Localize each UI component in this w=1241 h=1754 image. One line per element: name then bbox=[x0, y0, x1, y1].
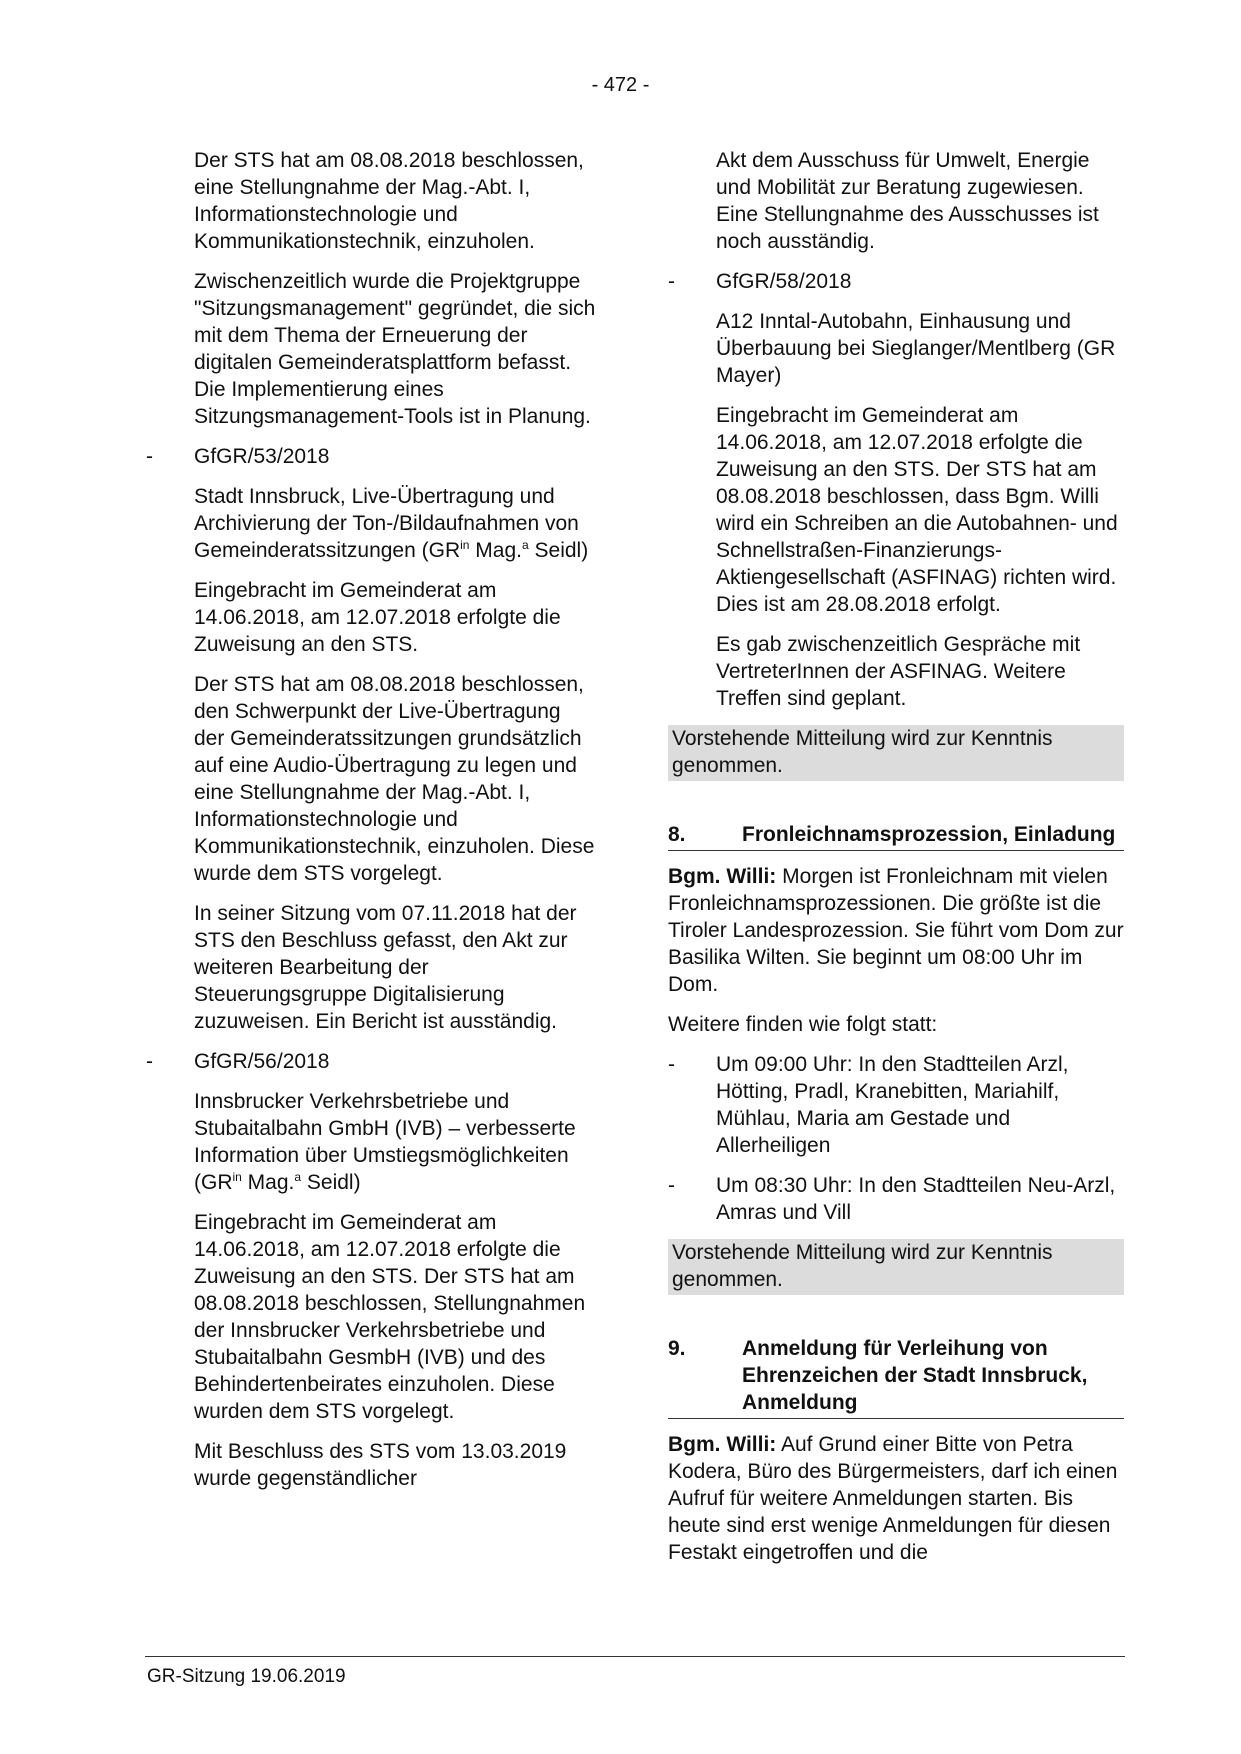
paragraph: Der STS hat am 08.08.2018 beschlossen, eine Stellungnahme der Mag.-Abt. I, Informationstechnologie und Kommunikationstechnik, einzuholen. bbox=[194, 149, 584, 253]
footer-divider bbox=[145, 1656, 1125, 1657]
list-dash: - bbox=[668, 270, 675, 293]
paragraph: Weitere finden wie folgt statt: bbox=[668, 1013, 938, 1036]
list-item bbox=[668, 1051, 1124, 1159]
section-heading bbox=[668, 821, 1124, 851]
list-dash: - bbox=[146, 1050, 153, 1073]
page-number: - 472 - bbox=[591, 74, 650, 96]
acknowledgement-note: Vorstehende Mitteilung wird zur Kenntnis genommen. bbox=[668, 725, 1124, 781]
item-title: A12 Inntal-Autobahn, Einhausung und Überbauung bei Sieglanger/Mentlberg (GR Mayer) bbox=[716, 310, 1116, 387]
list-item bbox=[668, 268, 1124, 295]
paragraph: Der STS hat am 08.08.2018 beschlossen, den Schwerpunkt der Live-Übertragung der Gemeinderatssitzungen grundsätzlich auf eine Audio-Übertragung zu legen und eine Stellungnahme der Mag.-Abt. I, Informationstechnologie und Kommunikationstechnik, einzuholen. Diese wurde dem STS vorgelegt. bbox=[194, 673, 595, 885]
item-title: Innsbrucker Verkehrsbetriebe und Stubaitalbahn GmbH (IVB) – verbesserte Information über Umstiegsmöglichkeiten ($GR^{in}$ Mag.$^a$ Seidl) bbox=[194, 1090, 576, 1194]
section-number: 9. bbox=[668, 1337, 686, 1360]
paragraph: Akt dem Ausschuss für Umwelt, Energie und Mobilität zur Beratung zugewiesen. Eine Stellungnahme des Ausschusses ist noch ausständig. bbox=[716, 149, 1099, 253]
section-heading bbox=[668, 1335, 1124, 1419]
acknowledgement-note: Vorstehende Mitteilung wird zur Kenntnis genommen. bbox=[668, 1239, 1124, 1295]
item-code: GfGR/56/2018 bbox=[194, 1050, 330, 1073]
paragraph: Mit Beschluss des STS vom 13.03.2019 wurde gegenständlicher bbox=[194, 1440, 567, 1490]
item-code: GfGR/58/2018 bbox=[716, 270, 852, 293]
list-item bbox=[146, 1048, 596, 1075]
item-title: Stadt Innsbruck, Live-Übertragung und Archivierung der Ton-/Bildaufnahmen von Gemeinderatssitzungen ($GR^{in}$ Mag.$^a$ Seidl) bbox=[194, 485, 589, 562]
list-item-text: Um 08:30 Uhr: In den Stadtteilen Neu-Arzl, Amras und Vill bbox=[716, 1174, 1116, 1224]
speech-paragraph: Bgm. Willi: Morgen ist Fronleichnam mit vielen Fronleichnamsprozessionen. Die größte ist die Tiroler Landesprozession. Sie führt vom Dom zur Basilika Wilten. Sie beginnt um 08:00 Uhr im Dom. bbox=[668, 865, 1124, 996]
section-title: Anmeldung für Verleihung von Ehrenzeichen der Stadt Innsbruck, Anmeldung bbox=[742, 1337, 1088, 1414]
right-column bbox=[668, 147, 1124, 1579]
list-dash: - bbox=[668, 1053, 675, 1076]
section-number: 8. bbox=[668, 823, 686, 846]
speaker: Bgm. Willi: bbox=[668, 1433, 777, 1456]
footer: GR-Sitzung 19.06.2019 bbox=[147, 1666, 346, 1687]
list-item bbox=[146, 443, 596, 470]
speaker: Bgm. Willi: bbox=[668, 865, 777, 888]
paragraph: Eingebracht im Gemeinderat am 14.06.2018, am 12.07.2018 erfolgte die Zuweisung an den STS. bbox=[194, 579, 561, 656]
speech-paragraph: Bgm. Willi: Auf Grund einer Bitte von Petra Kodera, Büro des Bürgermeisters, darf ich einen Aufruf für weitere Anmeldungen starten. Bis heute sind erst wenige Anmeldungen für diesen Festakt eingetroffen und die bbox=[668, 1433, 1118, 1564]
paragraph: Eingebracht im Gemeinderat am 14.06.2018, am 12.07.2018 erfolgte die Zuweisung an den STS. Der STS hat am 08.08.2018 beschlossen, dass Bgm. Willi wird ein Schreiben an die Autobahnen- und Schnellstraßen-Finanzierungs-Aktiengesellschaft (ASFINAG) richten wird. Dies ist am 28.08.2018 erfolgt. bbox=[716, 404, 1118, 616]
paragraph: In seiner Sitzung vom 07.11.2018 hat der STS den Beschluss gefasst, den Akt zur weiteren Bearbeitung der Steuerungsgruppe Digitalisierung zuzuweisen. Ein Bericht ist ausständig. bbox=[194, 902, 577, 1033]
paragraph: Eingebracht im Gemeinderat am 14.06.2018, am 12.07.2018 erfolgte die Zuweisung an den STS. Der STS hat am 08.08.2018 beschlossen, Stellungnahmen der Innsbrucker Verkehrsbetriebe und Stubaitalbahn GesmbH (IVB) und des Behindertenbeirates einzuholen. Diese wurden dem STS vorgelegt. bbox=[194, 1211, 586, 1423]
list-dash: - bbox=[668, 1174, 675, 1197]
list-item-text: Um 09:00 Uhr: In den Stadtteilen Arzl, Hötting, Pradl, Kranebitten, Mariahilf, Mühlau, Maria am Gestade und Allerheiligen bbox=[716, 1053, 1069, 1157]
paragraph: Es gab zwischenzeitlich Gespräche mit VertreterInnen der ASFINAG. Weitere Treffen sind geplant. bbox=[716, 633, 1081, 710]
section-title: Fronleichnamsprozession, Einladung bbox=[742, 823, 1116, 846]
list-dash: - bbox=[146, 445, 153, 468]
paragraph: Zwischenzeitlich wurde die Projektgruppe "Sitzungsmanagement" gegründet, die sich mit dem Thema der Erneuerung der digitalen Gemeinderatsplattform befasst. Die Implementierung eines Sitzungsmanagement-Tools ist in Planung. bbox=[194, 270, 596, 428]
left-column bbox=[146, 147, 596, 1505]
list-item bbox=[668, 1172, 1124, 1226]
item-code: GfGR/53/2018 bbox=[194, 445, 330, 468]
